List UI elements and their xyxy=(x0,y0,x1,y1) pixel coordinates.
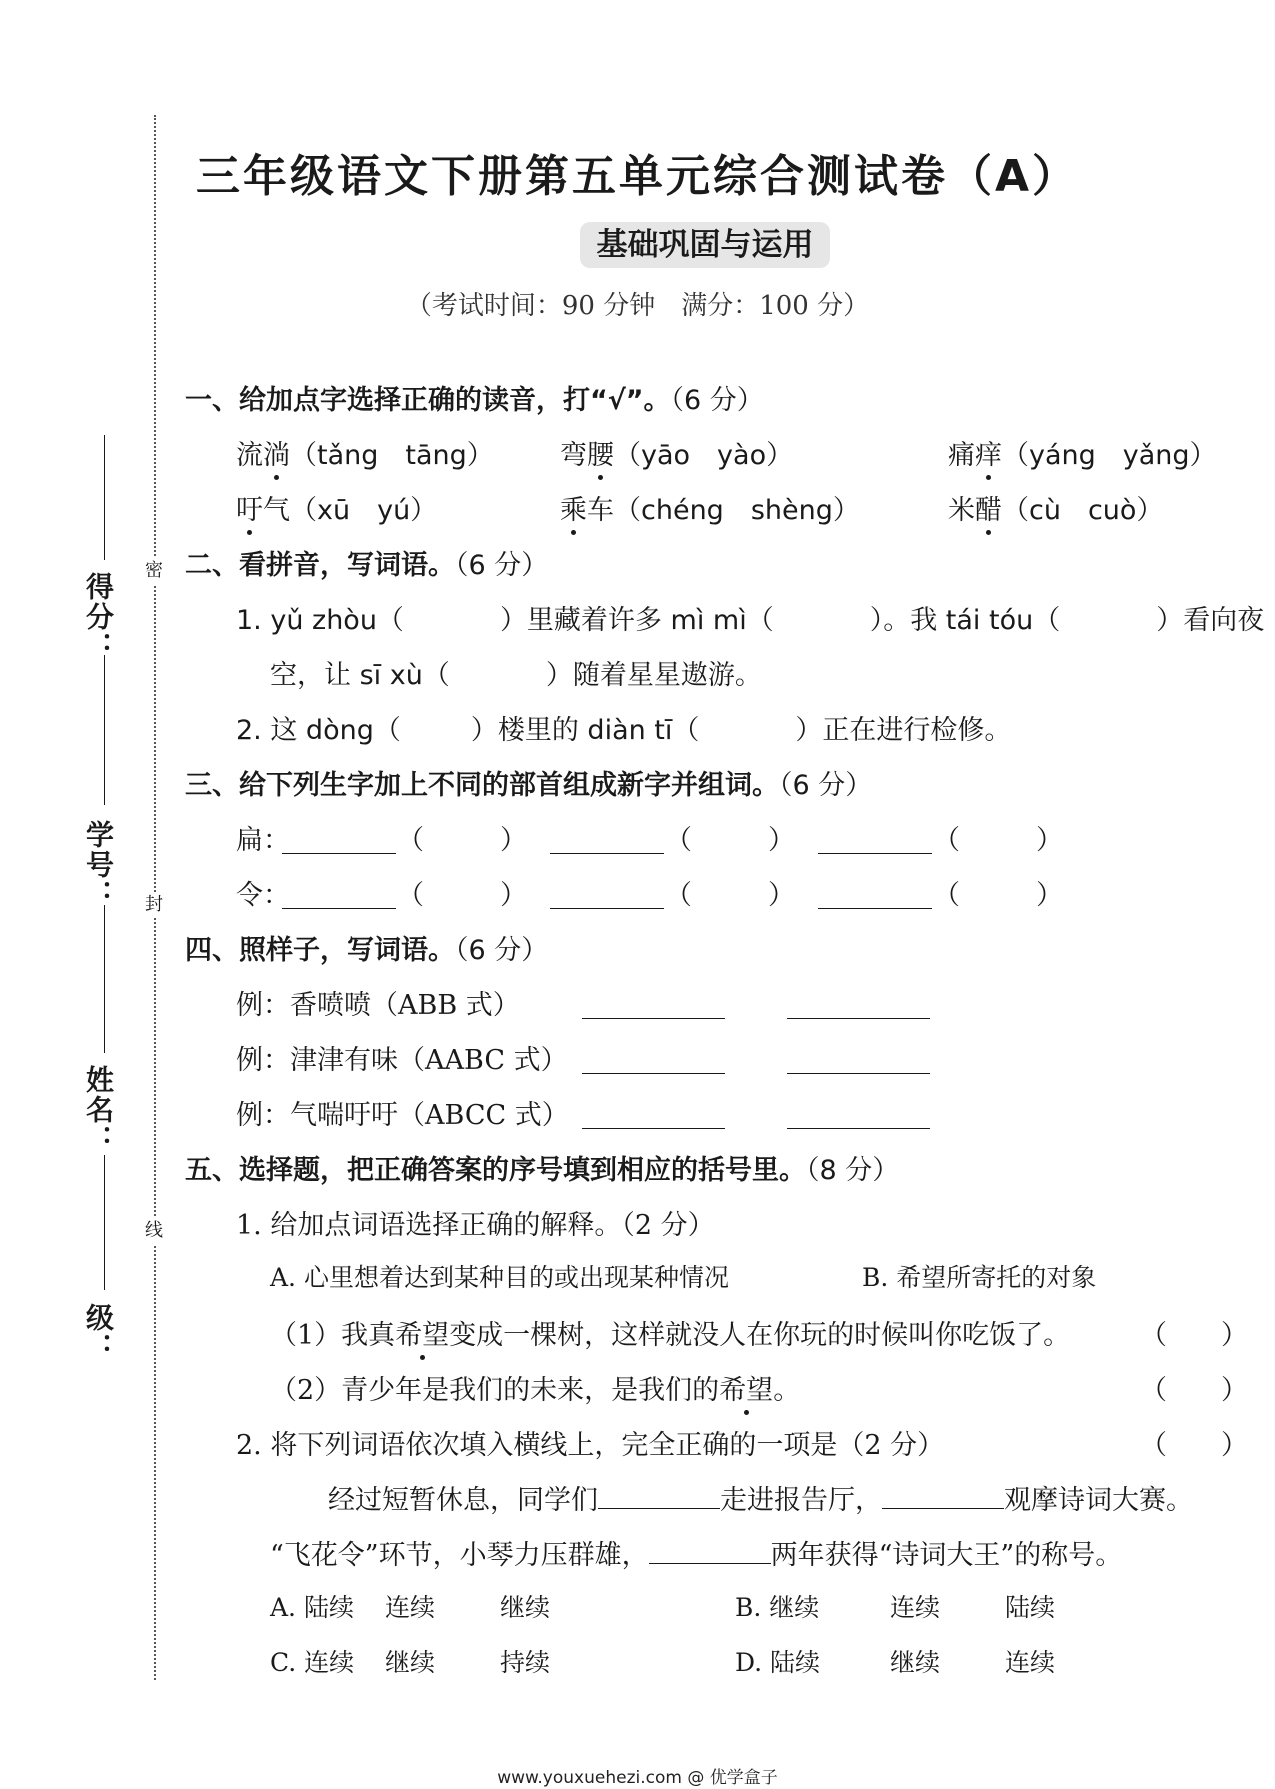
s5-q2-passage-line1 xyxy=(328,1478,1193,1517)
item-6-char: 米 xyxy=(948,495,975,526)
item-2-dotted-char: 腰 xyxy=(587,433,614,472)
seal-mark-xian: 线 xyxy=(145,1218,163,1244)
section-5-points: （8 分） xyxy=(806,1155,900,1186)
paren-close: ） xyxy=(768,825,795,856)
radical-blank[interactable] xyxy=(550,853,664,854)
s5-q1-sentence-1 xyxy=(270,1313,1070,1352)
section-1-points: （6 分） xyxy=(670,385,764,416)
section-2-title: 二、看拼音，写词语。 xyxy=(185,550,455,581)
passage-text: 两年获得“诗词大王”的称号。 xyxy=(770,1540,1123,1571)
section-3-title: 三、给下列生字加上不同的部首组成新字并组词。 xyxy=(185,770,779,801)
s5-q1-stem: 1. 给加点词语选择正确的解释。（2 分） xyxy=(236,1210,715,1241)
name-label: 姓名： xyxy=(82,1065,115,1155)
option-word: 继续 xyxy=(890,1648,941,1677)
option-word: 连续 xyxy=(890,1593,941,1622)
s2-text: ）正在进行检修。 xyxy=(795,715,1012,746)
section-5-title: 五、选择题，把正确答案的序号填到相应的括号里。 xyxy=(185,1155,806,1186)
exam-info: （考试时间：90 分钟 满分：100 分） xyxy=(405,291,870,321)
sentence-text: （1）我真 xyxy=(270,1320,396,1351)
sentence-text: 变成一棵树，这样就没人在你玩的时候叫你吃饭了。 xyxy=(449,1320,1071,1351)
s5-q1-option-b: B. 希望所寄托的对象 xyxy=(862,1263,1097,1292)
word-blank[interactable] xyxy=(582,1073,725,1074)
student-number-label: 学号： xyxy=(82,820,115,910)
option-word: 持续 xyxy=(500,1648,551,1677)
passage-blank[interactable] xyxy=(649,1535,771,1564)
item-3-char: 痛 xyxy=(948,440,975,471)
s5-q1-s2-answer[interactable]: （ ） xyxy=(1140,1375,1248,1406)
section-4-heading xyxy=(185,928,548,967)
radical-blank[interactable] xyxy=(818,908,932,909)
s5-q1-option-a: A. 心里想着达到某种目的或出现某种情况 xyxy=(270,1263,729,1292)
pinyin-item-4 xyxy=(236,488,437,527)
item-6-options[interactable]: （cù cuò） xyxy=(1002,495,1164,526)
paren-open: （ xyxy=(933,825,960,856)
word-blank[interactable] xyxy=(787,1018,930,1019)
s2-text: ）里藏着许多 mì mì（ xyxy=(499,605,774,636)
s2-text: ）看向夜 xyxy=(1156,605,1265,636)
radical-blank[interactable] xyxy=(282,853,396,854)
item-6-dotted-char: 醋 xyxy=(975,488,1002,527)
section-1-title: 一、给加点字选择正确的读音，打“√”。 xyxy=(185,385,671,416)
option-word: D. 陆续 xyxy=(735,1648,821,1677)
passage-blank[interactable] xyxy=(598,1480,720,1509)
s4-example-3: 例：气喘吁吁（ABCC 式） xyxy=(236,1100,569,1131)
page-title: 三年级语文下册第五单元综合测试卷（A） xyxy=(195,151,1080,202)
word-blank[interactable] xyxy=(787,1128,930,1129)
option-word: 继续 xyxy=(385,1648,436,1677)
dotted-word: 希望 xyxy=(395,1313,449,1352)
s2-q1-line1 xyxy=(236,598,1264,637)
option-word: 连续 xyxy=(385,1593,436,1622)
paren-close: ） xyxy=(768,880,795,911)
paren-open: （ xyxy=(665,825,692,856)
item-5-options[interactable]: （chéng shèng） xyxy=(614,495,860,526)
option-word: A. 陆续 xyxy=(270,1593,354,1622)
passage-blank[interactable] xyxy=(882,1480,1004,1509)
section-3-points: （6 分） xyxy=(779,770,873,801)
paren-open: （ xyxy=(933,880,960,911)
passage-text: 走进报告厅， xyxy=(720,1485,882,1516)
item-4-char: 气 xyxy=(263,495,290,526)
item-5-char: 车 xyxy=(587,495,614,526)
s5-q2-option-c[interactable] xyxy=(270,1643,550,1679)
subtitle-badge: 基础巩固与运用 xyxy=(580,222,830,268)
name-line[interactable] xyxy=(104,905,105,1053)
s3-char-2: 令： xyxy=(236,880,290,911)
section-5-heading xyxy=(185,1148,899,1187)
item-1-char: 流 xyxy=(236,440,263,471)
option-word: 继续 xyxy=(500,1593,551,1622)
pinyin-item-1 xyxy=(236,433,494,472)
section-3-heading xyxy=(185,763,872,802)
student-number-line[interactable] xyxy=(104,655,105,805)
dotted-word: 希望 xyxy=(719,1368,773,1407)
item-1-dotted-char: 淌 xyxy=(263,433,290,472)
s2-q1-line2 xyxy=(270,653,762,692)
item-4-options[interactable]: （xū yú） xyxy=(290,495,438,526)
s5-q1-s1-answer[interactable]: （ ） xyxy=(1140,1320,1248,1351)
option-word: 陆续 xyxy=(1005,1593,1056,1622)
section-2-points: （6 分） xyxy=(455,550,549,581)
s2-text: ）楼里的 diàn tī（ xyxy=(470,715,700,746)
class-line[interactable] xyxy=(104,1155,105,1290)
pinyin-item-2 xyxy=(560,433,793,472)
word-blank[interactable] xyxy=(787,1073,930,1074)
seal-mark-feng: 封 xyxy=(145,892,163,918)
footer-watermark: www.youxuehezi.com @ 优学盒子 xyxy=(497,1768,778,1788)
item-2-options[interactable]: （yāo yào） xyxy=(614,440,794,471)
radical-blank[interactable] xyxy=(550,908,664,909)
paren-close: ） xyxy=(500,880,527,911)
s2-text: ）。我 tái tóu（ xyxy=(869,605,1061,636)
radical-blank[interactable] xyxy=(282,908,396,909)
score-label: 得分： xyxy=(82,572,115,662)
section-1-heading xyxy=(185,378,764,417)
s4-example-2: 例：津津有味（AABC 式） xyxy=(236,1045,568,1076)
s5-q2-option-d[interactable] xyxy=(735,1643,1055,1679)
sentence-text: （2）青少年是我们的未来，是我们的 xyxy=(270,1375,720,1406)
class-label: 级： xyxy=(82,1303,115,1363)
passage-text: “飞花令”环节，小琴力压群雄， xyxy=(270,1540,649,1571)
item-3-options[interactable]: （yáng yǎng） xyxy=(1002,440,1217,471)
option-word: 连续 xyxy=(1005,1648,1056,1677)
word-blank[interactable] xyxy=(582,1128,725,1129)
passage-text: 经过短暂休息，同学们 xyxy=(328,1485,598,1516)
word-blank[interactable] xyxy=(582,1018,725,1019)
pinyin-item-3 xyxy=(948,433,1217,472)
paren-close: ） xyxy=(1036,825,1063,856)
s3-char-1: 扁： xyxy=(236,825,290,856)
paren-open: （ xyxy=(665,880,692,911)
s2-text: 2. 这 dòng（ xyxy=(236,715,401,746)
passage-text: 观摩诗词大赛。 xyxy=(1004,1485,1193,1516)
s5-q2-option-b[interactable] xyxy=(735,1588,1055,1624)
paren-open: （ xyxy=(397,825,424,856)
section-2-heading xyxy=(185,543,548,582)
item-4-dotted-char: 吁 xyxy=(236,488,263,527)
option-word: C. 连续 xyxy=(270,1648,355,1677)
radical-blank[interactable] xyxy=(818,853,932,854)
pinyin-item-6 xyxy=(948,488,1163,527)
pinyin-item-5 xyxy=(560,488,860,527)
s2-q2-line xyxy=(236,708,1011,747)
s5-q2-option-a[interactable] xyxy=(270,1588,550,1624)
paren-open: （ xyxy=(397,880,424,911)
s5-q2-answer[interactable]: （ ） xyxy=(1140,1430,1248,1461)
item-3-dotted-char: 痒 xyxy=(975,433,1002,472)
paren-close: ） xyxy=(1036,880,1063,911)
sentence-text: 。 xyxy=(773,1375,801,1406)
s5-q2-passage-line2 xyxy=(270,1533,1122,1572)
section-4-title: 四、照样子，写词语。 xyxy=(185,935,455,966)
score-line[interactable] xyxy=(104,435,105,560)
s5-q2-stem: 2. 将下列词语依次填入横线上，完全正确的一项是（2 分） xyxy=(236,1430,945,1461)
seal-mark-mi: 密 xyxy=(145,558,163,584)
section-4-points: （6 分） xyxy=(455,935,549,966)
item-2-char: 弯 xyxy=(560,440,587,471)
option-word: B. 继续 xyxy=(735,1593,820,1622)
item-5-dotted-char: 乘 xyxy=(560,488,587,527)
paren-close: ） xyxy=(500,825,527,856)
s2-text: 1. yǔ zhòu（ xyxy=(236,605,404,636)
s2-text: 空，让 sī xù（ xyxy=(270,660,450,691)
s5-q1-sentence-2 xyxy=(270,1368,800,1407)
s4-example-1: 例：香喷喷（ABB 式） xyxy=(236,990,520,1021)
item-1-options[interactable]: （tǎng tāng） xyxy=(290,440,494,471)
s2-text: ）随着星星遨游。 xyxy=(545,660,762,691)
